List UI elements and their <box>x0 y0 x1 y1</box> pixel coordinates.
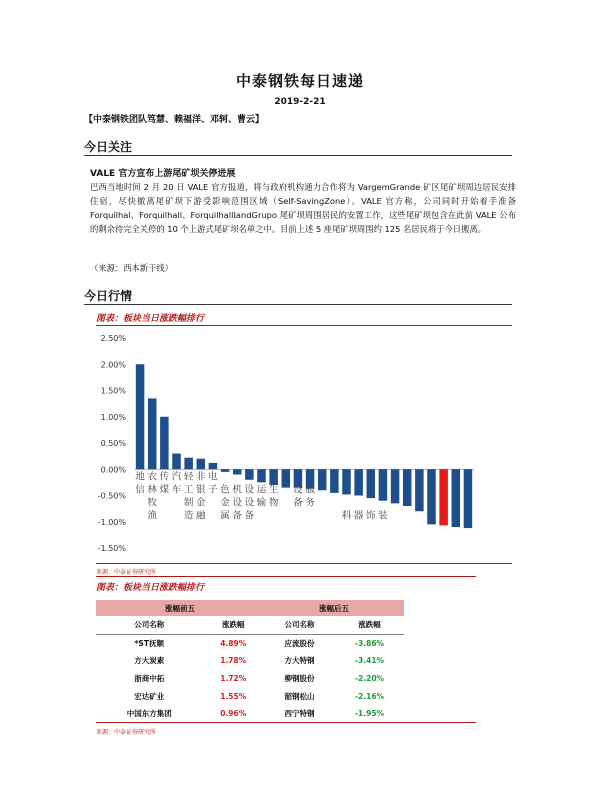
bar <box>269 469 278 485</box>
gainer-change: 1.78% <box>220 656 247 666</box>
top-movers-table <box>96 600 404 723</box>
x-category-label: 备 <box>244 510 255 522</box>
x-category-label: 轻 <box>183 471 194 483</box>
x-category-label: 农 <box>147 471 157 483</box>
loser-name: 西宁特钢 <box>284 709 315 719</box>
bar <box>391 469 400 503</box>
x-category-label: 造 <box>183 510 194 522</box>
gainer-change-header: 涨跌幅 <box>202 616 264 634</box>
loser-name: 柳钢股份 <box>284 674 315 684</box>
section-heading-market: 今日行情 <box>84 289 133 303</box>
table-top-rule <box>96 576 476 577</box>
x-category-label: 输 <box>256 497 267 509</box>
table-title: 图表：板块当日涨跌幅排行 <box>96 583 205 593</box>
bar <box>160 417 169 470</box>
loser-change: -3.41% <box>354 656 385 666</box>
x-category-label: 设 <box>232 497 242 509</box>
bar <box>367 469 376 498</box>
y-tick-label: -0.50% <box>97 491 126 501</box>
x-category-label: 务 <box>305 497 315 509</box>
gainer-name: 宏达矿业 <box>134 691 165 701</box>
bar <box>148 398 157 469</box>
table-row <box>96 705 404 723</box>
x-category-label: 融 <box>196 510 206 522</box>
table-row <box>96 687 404 705</box>
bar <box>464 469 473 528</box>
loser-change: -2.20% <box>354 674 385 684</box>
y-tick-label: 2.50% <box>100 334 126 343</box>
x-category-label: 牧 <box>147 497 157 509</box>
table-group-header <box>96 600 404 616</box>
loser-name: 方大特钢 <box>284 656 315 666</box>
gainer-company-header: 公司名称 <box>96 616 202 634</box>
x-category-label: 非 <box>196 471 206 483</box>
sector-bar-chart <box>96 328 512 562</box>
gainer-name: 方大炭素 <box>134 656 165 666</box>
x-category-label: 装 <box>378 510 388 522</box>
x-category-label: 备 <box>293 497 303 509</box>
report-date: 2019-2-21 <box>274 97 326 107</box>
x-category-label: 料 <box>341 510 352 522</box>
chart-bottom-rule <box>96 563 512 564</box>
bar <box>427 469 436 524</box>
news-source: （来源：西本新干线） <box>90 263 173 273</box>
table-bottom-rule <box>96 722 476 723</box>
y-tick-label: 0.50% <box>100 439 126 448</box>
table-row <box>96 652 404 670</box>
table-row <box>96 634 404 652</box>
loser-change: -2.16% <box>354 691 385 701</box>
loser-name: 韶钢松山 <box>284 691 315 701</box>
x-category-label: 子 <box>208 484 218 496</box>
gainer-name: 中国东方集团 <box>126 709 172 719</box>
y-tick-label: 1.00% <box>100 412 126 422</box>
bar <box>342 469 351 494</box>
table-row <box>96 670 404 688</box>
table-source: 来源：中泰证券研究所 <box>96 729 157 736</box>
bar <box>379 469 388 501</box>
x-category-label: 金 <box>196 497 206 509</box>
bar <box>282 469 291 487</box>
gainer-name: 浙商中拓 <box>134 674 165 684</box>
x-category-label: 饰 <box>366 510 376 522</box>
loser-change-header: 涨跌幅 <box>335 616 404 634</box>
x-category-label: 信 <box>135 484 145 496</box>
gainer-change: 1.72% <box>220 674 247 684</box>
loser-name: 应流股份 <box>284 638 315 648</box>
bar <box>221 469 230 472</box>
bar <box>439 469 448 525</box>
x-category-label: 车 <box>171 484 182 496</box>
gainer-name: *ST抚顺 <box>134 638 164 648</box>
section-divider <box>84 155 512 156</box>
y-tick-label: 0.00% <box>100 465 126 475</box>
x-category-label: 制 <box>183 497 194 509</box>
x-category-label: 银 <box>196 484 206 496</box>
loser-change: -1.95% <box>354 709 385 719</box>
bar <box>318 469 327 490</box>
y-tick-label: 1.50% <box>100 386 126 396</box>
bar <box>354 469 363 495</box>
x-category-label: 金 <box>220 497 230 509</box>
x-category-label: 设 <box>244 484 255 496</box>
news-body: 巴西当地时间 2 月 20 日 VALE 官方报道，将与政府机构通力合作将为 VargemGrande 矿区尾矿坝周边居民安排住宿，尽快撤离尾矿坝下游受影响范围区域（Self-SavingZone）。VALE 官方称，公司同时开始着手准备 Forquilhal、Forquilhall、ForquilhallIandGrupo 尾矿坝周围居民的安置工作，这些尾矿坝包含在此前 VALE 公布的剩余待完全关停的 10 个上游式尾矿坝名单之中。目前上述 5 座尾矿坝周围约 125 名居民将于今日搬离。 <box>90 182 516 234</box>
table-column-header <box>96 616 404 634</box>
report-title: 中泰钢铁每日速递 <box>235 72 364 90</box>
bar <box>209 463 218 469</box>
x-category-label: 机 <box>232 484 242 496</box>
x-category-label: 运 <box>256 484 267 496</box>
bar <box>233 469 242 474</box>
bar <box>330 469 339 493</box>
x-category-label: 汽 <box>171 471 182 483</box>
chart-source: 来源：中泰证券研究所 <box>96 569 157 576</box>
section-divider <box>84 304 512 305</box>
x-category-label: 工 <box>183 484 194 496</box>
bar <box>136 364 145 469</box>
chart-title-rule <box>96 325 512 326</box>
bar <box>184 458 193 470</box>
bar <box>245 469 254 480</box>
section-heading-focus: 今日关注 <box>84 140 133 154</box>
x-category-label: 器 <box>353 510 364 522</box>
bar <box>452 469 461 527</box>
x-category-label: 地 <box>135 471 145 483</box>
loser-company-header: 公司名称 <box>264 616 335 634</box>
bar <box>197 459 206 470</box>
x-category-label: 备 <box>232 510 242 522</box>
loser-change: -3.86% <box>354 638 385 648</box>
x-category-label: 传 <box>159 471 170 483</box>
bar <box>403 469 412 506</box>
chart-title: 图表：板块当日涨跌幅排行 <box>96 314 205 324</box>
losers-header: 涨幅后五 <box>264 600 404 616</box>
x-category-label: 渔 <box>147 510 157 522</box>
x-category-label: 设 <box>293 484 303 496</box>
x-category-label: 林 <box>147 484 157 496</box>
x-category-label: 煤 <box>159 484 170 496</box>
x-category-label: 设 <box>244 497 255 509</box>
bar <box>257 469 266 482</box>
news-title: VALE 官方宣布上游尾矿坝关停进展 <box>90 169 236 179</box>
x-category-label: 电 <box>208 471 218 483</box>
x-category-label: 物 <box>268 497 279 509</box>
y-tick-label: -1.50% <box>97 544 126 553</box>
x-category-label: 色 <box>220 484 230 496</box>
report-team: 【中泰钢铁团队笃慧、赖福洋、邓轲、曹云】 <box>84 115 265 125</box>
x-category-label: 服 <box>305 484 315 496</box>
gainer-change: 4.89% <box>220 638 247 648</box>
x-category-label: 属 <box>220 510 230 522</box>
bar <box>415 469 424 511</box>
bar <box>172 454 181 470</box>
y-tick-label: -1.00% <box>97 517 126 527</box>
gainer-change: 1.55% <box>220 691 247 701</box>
y-tick-label: 2.00% <box>100 360 126 370</box>
gainer-change: 0.96% <box>220 709 247 719</box>
gainers-header: 涨幅前五 <box>96 600 264 616</box>
x-category-label: 生 <box>268 484 279 496</box>
